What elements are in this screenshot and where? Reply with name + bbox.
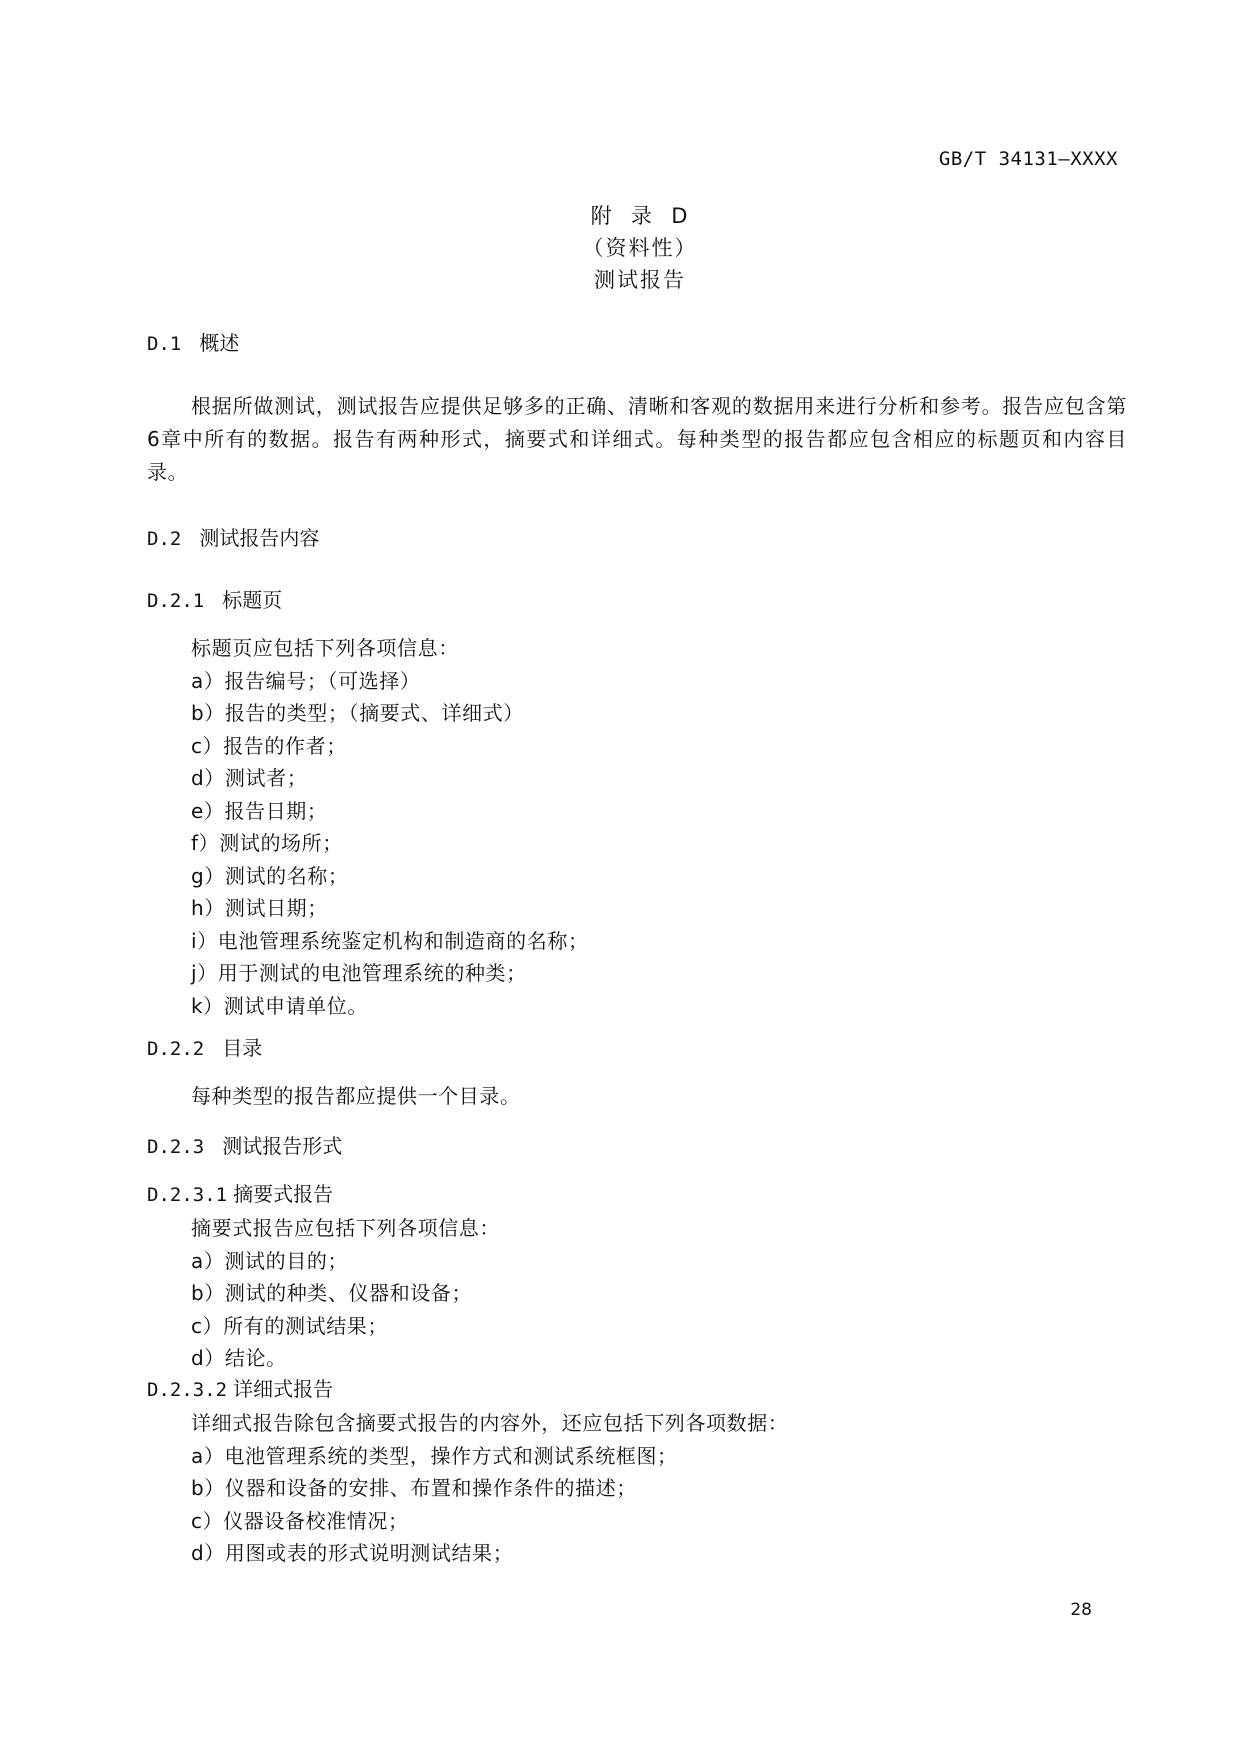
paragraph-text: 每种类型的报告都应提供一个目录。 xyxy=(191,1084,521,1108)
heading-d23 xyxy=(147,1133,342,1160)
list-item: c）报告的作者； xyxy=(191,733,347,758)
list-item: j）用于测试的电池管理系统的种类； xyxy=(191,961,527,985)
list-item: e）报告日期； xyxy=(191,798,328,823)
heading-number: D.2.1 xyxy=(147,590,205,612)
list-item: a）测试的目的； xyxy=(191,1248,349,1273)
appendix-name: 测试报告 xyxy=(594,268,686,292)
paragraph-d1: 根据所做测试，测试报告应提供足够多的正确、清晰和客观的数据用来进行分析和参考。报告应包含第6章中所有的数据。报告有两种形式，摘要式和详细式。每种类型的报告都应包含相应的标题页和内容目录。 xyxy=(147,394,1127,484)
d231-list xyxy=(191,1212,500,1375)
appendix-title-block xyxy=(0,200,1240,296)
page-number: 28 xyxy=(1070,1600,1092,1620)
heading-title: 测试报告内容 xyxy=(199,526,320,550)
standard-code: GB/T 34131—XXXX xyxy=(938,148,1118,170)
heading-title: 测试报告形式 xyxy=(222,1134,343,1158)
heading-d21 xyxy=(147,587,282,614)
list-item: b）报告的类型；（摘要式、详细式） xyxy=(191,701,524,725)
list-item: d）测试者； xyxy=(191,766,308,790)
list-item: b）测试的种类、仪器和设备； xyxy=(191,1281,473,1305)
heading-title: 目录 xyxy=(222,1036,263,1060)
list-item: c）仪器设备校准情况； xyxy=(191,1508,409,1533)
list-item: d）用图或表的形式说明测试结果； xyxy=(191,1541,514,1565)
list-item: a）电池管理系统的类型，操作方式和测试系统框图； xyxy=(191,1443,678,1468)
heading-d232 xyxy=(147,1376,333,1403)
appendix-type: （资料性） xyxy=(582,236,698,260)
d21-list xyxy=(191,632,589,1022)
d22-paragraph xyxy=(191,1080,521,1113)
heading-number: D.2.3.2 xyxy=(147,1379,228,1401)
list-intro: 详细式报告除包含摘要式报告的内容外，还应包括下列各项数据： xyxy=(191,1411,789,1435)
d232-list xyxy=(191,1407,788,1570)
heading-d231 xyxy=(147,1181,333,1208)
heading-number: D.2 xyxy=(147,528,182,550)
appendix-title: 附 录 D xyxy=(590,204,690,228)
list-item: b）仪器和设备的安排、布置和操作条件的描述； xyxy=(191,1476,637,1500)
list-item: h）测试日期； xyxy=(191,896,328,920)
list-item: d）结论。 xyxy=(191,1346,287,1370)
list-item: f）测试的场所； xyxy=(191,831,343,855)
list-item: c）所有的测试结果； xyxy=(191,1313,388,1338)
list-intro: 摘要式报告应包括下列各项信息： xyxy=(191,1216,500,1240)
list-item: k）测试申请单位。 xyxy=(191,993,368,1018)
heading-d2 xyxy=(147,525,319,552)
heading-title: 摘要式报告 xyxy=(233,1182,334,1206)
heading-number: D.2.3 xyxy=(147,1136,205,1158)
heading-number: D.1 xyxy=(147,333,182,355)
heading-d22 xyxy=(147,1035,262,1062)
heading-title: 标题页 xyxy=(222,588,283,612)
list-item: g）测试的名称； xyxy=(191,863,349,888)
heading-number: D.2.3.1 xyxy=(147,1184,228,1206)
list-item: a）报告编号；（可选择） xyxy=(191,668,421,693)
heading-title: 详细式报告 xyxy=(233,1377,334,1401)
list-item: i）电池管理系统鉴定机构和制造商的名称； xyxy=(191,928,589,953)
heading-d1 xyxy=(147,330,239,357)
heading-number: D.2.2 xyxy=(147,1038,205,1060)
list-intro: 标题页应包括下列各项信息： xyxy=(191,636,459,660)
heading-title: 概述 xyxy=(199,331,240,355)
